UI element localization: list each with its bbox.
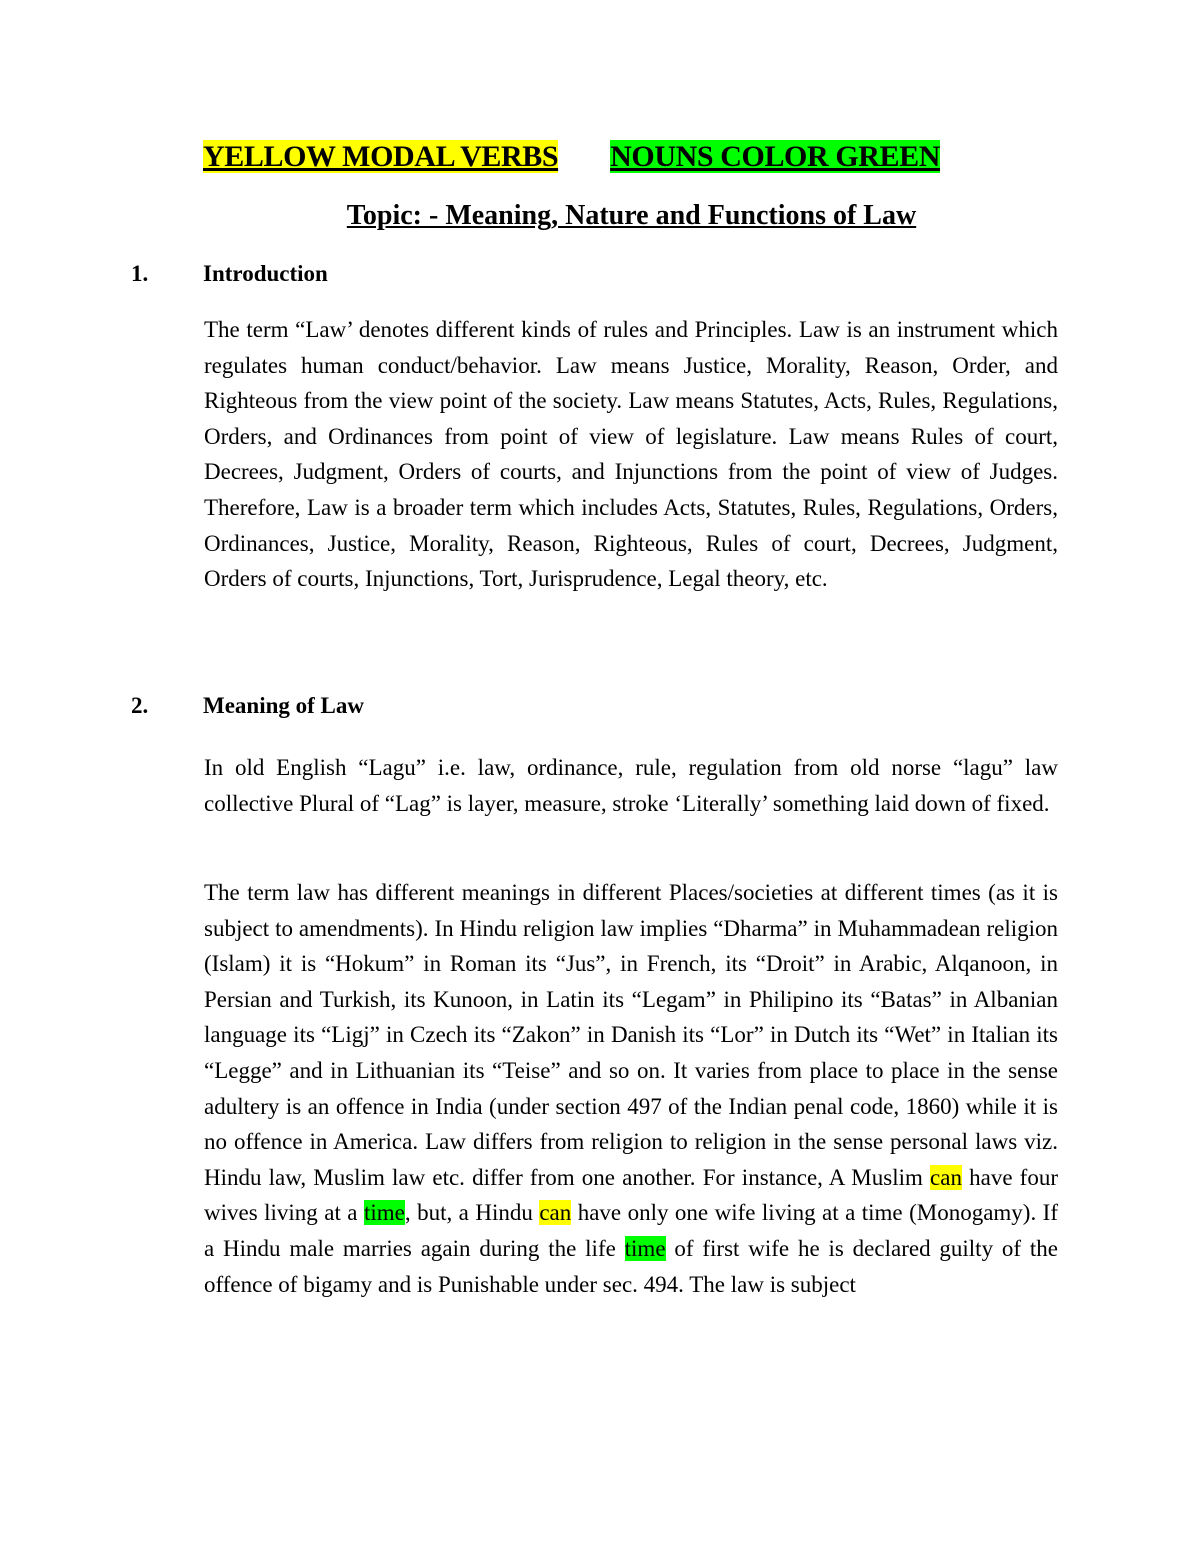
meanings-paragraph — [204, 875, 1058, 1302]
section-1-heading — [131, 261, 328, 287]
section-2-number: 2. — [131, 693, 149, 718]
meanings-text-1: The term law has different meanings in different Places/societies at different times (as it is subject to amendments). In Hindu religion law implies “Dharma” in Muhammadean religion (Islam) it is “Hokum” in Roman its “Jus”, in French, its “Droit” in Arabic, Alqanoon, in Persian and Turkish, its Kunoon, in Latin its “Legam” in Philipino its “Batas” in Albanian language its “Ligj” in Czech its “Zakon” in Danish its “Lor” in Dutch its “Wet” in Italian its “Legge” and in Lithuanian its “Teise” and so on. It varies from place to place in the sense adultery is an offence in India (under section 497 of the Indian penal code, 1860) while it is no offence in America. Law differs from religion to religion in the sense personal laws viz. Hindu law, Muslim law etc. differ from one another. For instance, A Muslim — [204, 880, 1058, 1190]
modal-verb-highlight: can — [930, 1164, 962, 1190]
color-legend-header — [203, 140, 1003, 174]
section-2-heading — [131, 693, 364, 719]
topic-title: Topic: - Meaning, Nature and Functions of Law — [346, 200, 917, 231]
etymology-paragraph: In old English “Lagu” i.e. law, ordinance, rule, regulation from old norse “lagu” law collective Plural of “Lag” is layer, measure, stroke ‘Literally’ something laid down of fixed. — [204, 755, 1058, 816]
section-1-title: Introduction — [203, 261, 328, 286]
nouns-legend: NOUNS COLOR GREEN — [610, 140, 941, 173]
noun-highlight: time — [624, 1235, 666, 1261]
section-1-number: 1. — [131, 261, 149, 286]
meanings-text-5: of first wife he is declared guilty of the offence of bigamy and is Punishable under sec. 494. The law is subject — [204, 1235, 1058, 1297]
noun-highlight: time — [363, 1200, 405, 1226]
introduction-paragraph: The term “Law’ denotes different kinds of rules and Principles. Law is an instrument which regulates human conduct/behavior. Law means Justice, Morality, Reason, Order, and Righteous from the view point of the society. Law means Statutes, Acts, Rules, Regulations, Orders, and Ordinances from point of view of legislature. Law means Rules of court, Decrees, Judgment, Orders of courts, and Injunctions from the point of view of Judges. Therefore, Law is a broader term which includes Acts, Statutes, Rules, Regulations, Orders, Ordinances, Justice, Morality, Reason, Righteous, Rules of court, Decrees, Judgment, Orders of courts, Injunctions, Tort, Jurisprudence, Legal theory, etc. — [204, 317, 1058, 592]
section-2-title: Meaning of Law — [203, 693, 364, 718]
modal-verbs-legend: YELLOW MODAL VERBS — [203, 140, 559, 173]
meanings-text-2: have four wives living at a — [204, 1164, 1058, 1226]
modal-verb-highlight: can — [539, 1200, 572, 1226]
meanings-text-3: , but, a Hindu — [404, 1200, 540, 1226]
meanings-text-4: have only one wife living at a time (Monogamy). If a Hindu male marries again during the life — [204, 1200, 1058, 1261]
